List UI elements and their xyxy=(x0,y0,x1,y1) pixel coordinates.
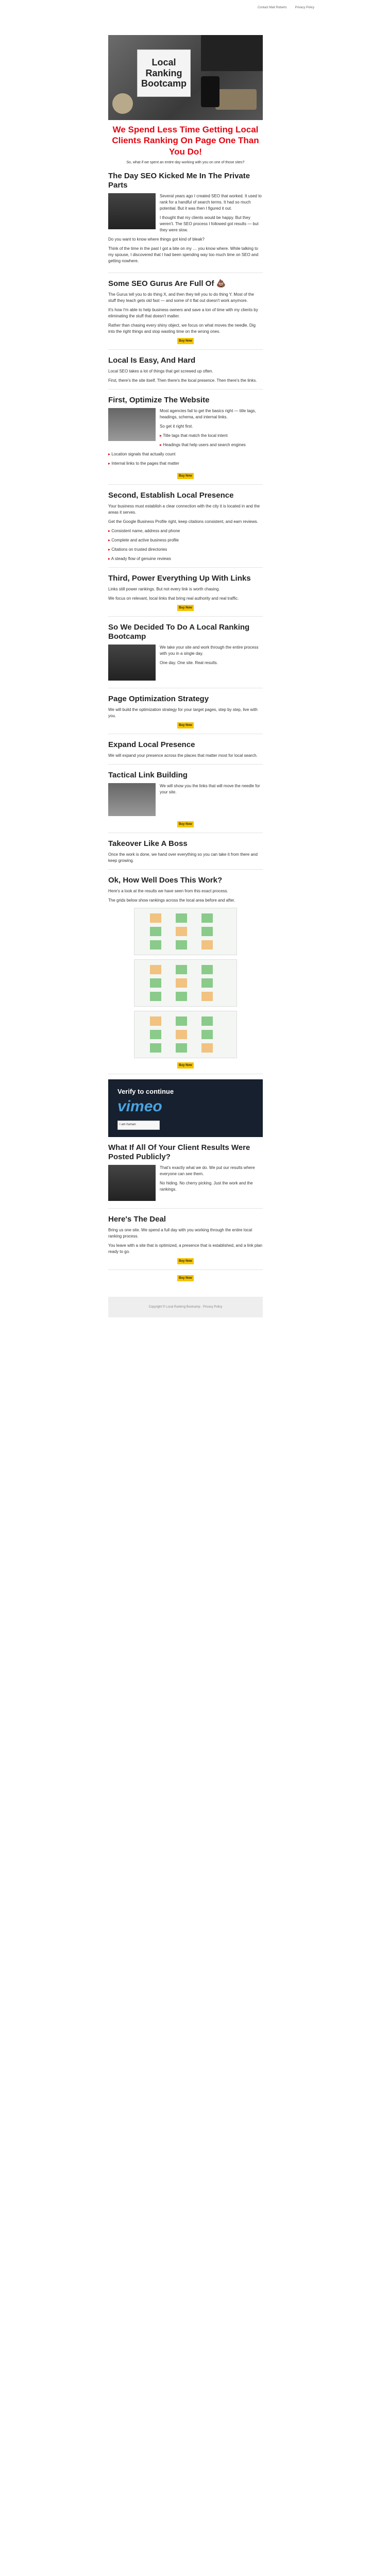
section-paragraph: Get the Google Business Profile right, keep citations consistent, and earn reviews. xyxy=(108,519,258,524)
page-footer: Copyright © Local Ranking Bootcamp · Privacy Policy xyxy=(108,1297,263,1317)
section-image xyxy=(108,783,156,816)
content-section xyxy=(108,279,263,350)
buy-now-button[interactable]: Buy Now xyxy=(177,1258,194,1264)
hero-image xyxy=(108,35,263,120)
section-paragraph: You leave with a site that is optimized, a presence that is established, and a link plan ready to go. xyxy=(108,1243,262,1255)
section-title: Here's The Deal xyxy=(108,1215,166,1224)
section-paragraph: Rather than chasing every shiny object, we focus on what moves the needle. Dig into the right things and stop wasting time on the wrong ones. xyxy=(108,323,256,334)
video-verify-text: Verify to continue xyxy=(117,1088,174,1096)
page-subline: So, what if we spent an entire day working with you on one of those sites? xyxy=(126,160,245,164)
section-bullet: ▸ Location signals that actually count xyxy=(108,451,263,457)
section-paragraph: We will expand your presence across the places that matter most for local search. xyxy=(108,753,258,758)
content-section xyxy=(108,740,263,765)
hero-board-text: Local Ranking Bootcamp xyxy=(137,49,191,97)
section-title: Ok, How Well Does This Work? xyxy=(108,876,223,885)
grid-cell xyxy=(150,1030,161,1039)
notebook-shape xyxy=(215,89,257,110)
grid-cell xyxy=(176,927,187,936)
grid-cell xyxy=(150,1043,161,1053)
section-paragraph: First, there's the site itself. Then there's the local presence. Then there's the links. xyxy=(108,378,257,383)
video-embed[interactable] xyxy=(108,1079,263,1137)
section-divider xyxy=(108,349,263,350)
section-paragraph: We will build the optimization strategy for your target pages, step by step, live with you. xyxy=(108,707,258,719)
grid-cell xyxy=(150,965,161,974)
section-divider xyxy=(108,567,263,568)
grid-cell xyxy=(201,913,213,923)
section-paragraph: Here's a look at the results we have seen from this exact process. xyxy=(108,889,228,894)
grid-cell xyxy=(176,992,187,1001)
content-section xyxy=(108,1215,263,1270)
content-section xyxy=(108,172,263,273)
section-paragraph: Your business must establish a clear connection with the city it is located in and the areas it serves. xyxy=(108,504,260,515)
section-title: What If All Of Your Client Results Were Posted Publicly? xyxy=(108,1143,250,1162)
grid-cell xyxy=(201,1016,213,1026)
section-paragraph: We take your site and work through the entire process with you in a single day. xyxy=(160,645,259,656)
grid-cell xyxy=(176,965,187,974)
section-paragraph: It's how I'm able to help business owners and save a ton of time with my clients by eliminating the stuff that doesn't matter. xyxy=(108,308,258,319)
section-title: Third, Power Everything Up With Links xyxy=(108,574,251,583)
section-divider xyxy=(108,869,263,870)
section-paragraph: So get it right first. xyxy=(160,424,193,429)
section-divider xyxy=(108,1208,263,1209)
section-image xyxy=(108,1165,156,1201)
section-paragraph: We will show you the links that will move the needle for your site. xyxy=(160,784,260,795)
section-paragraph: Think of the time in the past I got a bite on my … you know where. While talking to my spouse, I discovered that I had been spending way too much time on SEO and getting nowhere. xyxy=(108,246,259,264)
content-section xyxy=(108,876,263,1074)
content-section xyxy=(108,1143,263,1209)
section-divider xyxy=(108,484,263,485)
section-paragraph: Most agencies fail to get the basics right — title tags, headings, schema, and internal links. xyxy=(160,409,256,420)
section-paragraph: Links still power rankings. But not every link is worth chasing. xyxy=(108,587,220,592)
section-title: The Day SEO Kicked Me In The Private Parts xyxy=(108,172,250,190)
grid-cell xyxy=(176,1043,187,1053)
content-section xyxy=(108,574,263,617)
grid-cell xyxy=(176,978,187,988)
section-image xyxy=(108,645,156,681)
grid-cell xyxy=(201,1030,213,1039)
ranking-grid-image xyxy=(134,959,237,1007)
buy-now-button[interactable]: Buy Now xyxy=(177,338,194,344)
vimeo-logo: vimeo xyxy=(117,1098,162,1115)
grid-cell xyxy=(201,965,213,974)
content-section xyxy=(108,491,263,568)
content-section xyxy=(108,623,263,688)
section-bullet: ▸ Consistent name, address and phone xyxy=(108,528,263,534)
section-bullet: ▸ Complete and active business profile xyxy=(108,537,263,544)
section-divider xyxy=(108,764,263,765)
section-paragraph: I thought that my clients would be happy. But they weren't. The SEO process I followed got results — but they were slow. xyxy=(160,215,259,233)
section-paragraph: The Gurus tell you to do thing X, and then they tell you to do thing Y. Most of the stuff they teach gets old fast — and some of it flat out doesn't work anymore. xyxy=(108,292,254,303)
page-headline: We Spend Less Time Getting Local Clients Ranking On Page One Than You Do! xyxy=(112,125,259,157)
content-section xyxy=(108,356,263,389)
buy-now-button-final[interactable]: Buy Now xyxy=(177,1275,194,1281)
contact-link[interactable]: Contact Matt Roberts xyxy=(257,6,287,9)
grid-cell xyxy=(150,927,161,936)
buy-now-button[interactable]: Buy Now xyxy=(177,605,194,611)
section-bullet: ▸ Title tags that match the local intent xyxy=(108,433,263,439)
grid-cell xyxy=(176,913,187,923)
buy-now-button[interactable]: Buy Now xyxy=(177,821,194,827)
buy-now-button[interactable]: Buy Now xyxy=(177,722,194,728)
section-paragraph: We focus on relevant, local links that bring real authority and real traffic. xyxy=(108,596,239,601)
grid-cell xyxy=(176,1030,187,1039)
grid-cell xyxy=(150,913,161,923)
content-section xyxy=(108,694,263,734)
mug-shape xyxy=(112,93,133,114)
section-title: Takeover Like A Boss xyxy=(108,839,188,849)
section-title: So We Decided To Do A Local Ranking Bootcamp xyxy=(108,623,250,641)
section-paragraph: Once the work is done, we hand over everything so you can take it from there and keep growing. xyxy=(108,852,258,863)
buy-now-button[interactable]: Buy Now xyxy=(177,1062,194,1069)
captcha-box[interactable]: I am human xyxy=(117,1121,160,1130)
grid-cell xyxy=(150,978,161,988)
section-bullet: ▸ Headings that help users and search engines xyxy=(108,442,263,448)
grid-cell xyxy=(150,992,161,1001)
section-title: Some SEO Gurus Are Full Of 💩 xyxy=(108,279,226,289)
section-paragraph: That's exactly what we do. We put our results where everyone can see them. xyxy=(160,1165,255,1177)
section-bullet: ▸ Citations on trusted directories xyxy=(108,547,263,553)
ranking-grid-image xyxy=(134,1011,237,1058)
grid-cell xyxy=(201,978,213,988)
section-title: Tactical Link Building xyxy=(108,771,188,780)
section-title: Expand Local Presence xyxy=(108,740,195,750)
buy-now-button[interactable]: Buy Now xyxy=(177,473,194,479)
grid-cell xyxy=(176,1016,187,1026)
grid-cell xyxy=(176,940,187,950)
content-section xyxy=(108,771,263,833)
phone-shape xyxy=(201,76,220,107)
section-paragraph: Local SEO takes a lot of things that get screwed up often. xyxy=(108,369,213,374)
top-bar xyxy=(0,0,371,15)
section-image xyxy=(108,193,156,229)
section-title: Local Is Easy, And Hard xyxy=(108,356,196,365)
section-bullet: ▸ A steady flow of genuine reviews xyxy=(108,556,263,562)
section-paragraph: One day. One site. Real results. xyxy=(160,660,218,666)
grid-cell xyxy=(201,992,213,1001)
grid-cell xyxy=(201,1043,213,1053)
section-paragraph: Bring us one site. We spend a full day with you working through the entire local ranking process. xyxy=(108,1228,252,1239)
section-paragraph: The grids below show rankings across the local area before and after. xyxy=(108,898,235,903)
section-title: Second, Establish Local Presence xyxy=(108,491,234,500)
section-paragraph: Do you want to know where things got kind of bleak? xyxy=(108,237,205,242)
section-divider xyxy=(108,616,263,617)
content-section xyxy=(108,396,263,485)
sections-block-2 xyxy=(108,1143,263,1270)
section-divider xyxy=(108,1269,263,1270)
laptop-shape xyxy=(201,35,263,71)
section-bullet: ▸ Internal links to the pages that matter xyxy=(108,461,263,467)
section-paragraph: Several years ago I created SEO that worked. It used to rank for a handful of search terms. It had so much potential. But it was then I figured it out. xyxy=(160,194,262,211)
grid-cell xyxy=(201,940,213,950)
privacy-link[interactable]: Privacy Policy xyxy=(295,6,314,9)
sections-block xyxy=(108,172,263,1074)
grid-cell xyxy=(201,927,213,936)
grid-cell xyxy=(150,1016,161,1026)
section-paragraph: No hiding. No cherry picking. Just the work and the rankings. xyxy=(160,1181,253,1192)
section-title: Page Optimization Strategy xyxy=(108,694,209,704)
grid-cell xyxy=(150,940,161,950)
ranking-grid-image xyxy=(134,908,237,955)
section-title: First, Optimize The Website xyxy=(108,396,210,405)
main-content xyxy=(108,15,263,1317)
section-image xyxy=(108,408,156,441)
content-section xyxy=(108,839,263,870)
